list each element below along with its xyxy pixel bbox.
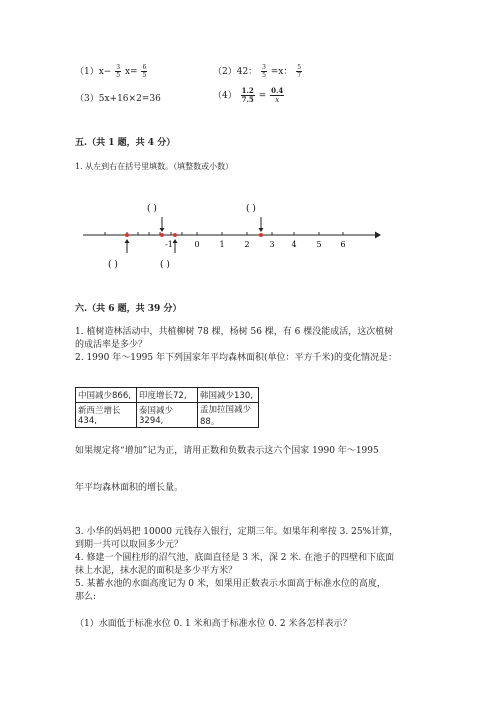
answer-blank-top-right: ( ) [246, 204, 256, 214]
forest-area-table [75, 387, 259, 428]
section-6-q4-line1: 4. 修建一个圆柱形的沼气池，底面直径是 3 米，深 2 米. 在池子的四壁和下底面 [75, 553, 395, 563]
equation-1: （1）x− $\frac{3}{5}$ x= $\frac{6}{5}$ [75, 64, 147, 79]
table-cell: 印度增长72, [137, 388, 198, 403]
tick-label-6: 6 [340, 240, 346, 249]
table-cell: 泰国减少3294, [137, 403, 198, 428]
point-marker [125, 233, 129, 237]
tick-label-minus1: -1 [165, 240, 173, 249]
section-6-q2: 2. 1990 年～1995 年下列国家年平均森林面积(单位：平方千米)的变化情况是： [75, 353, 398, 363]
tick-label-3: 3 [269, 240, 275, 249]
section-6-q4-line2: 抹上水泥，抹水泥的面积是多少平方米？ [75, 566, 238, 576]
arrow-right-icon [375, 232, 381, 239]
table-cell: 孟加拉国减少88。 [198, 403, 259, 428]
section-6-q3-line2: 到期一共可以取回多少元？ [75, 540, 184, 550]
section-6-q2-note-line2: 年平均森林面积的增长量。 [75, 483, 184, 493]
table-cell: 中国减少866, [76, 388, 137, 403]
section-5-question-1: 1. 从左到右在括号里填数。（填整数或小数） [75, 162, 234, 171]
table-cell: 新西兰增长434, [76, 403, 137, 428]
section-6-q5-sub1: （1）水面低于标准水位 0. 1 米和高于标准水位 0. 2 米各怎样表示？ [75, 619, 352, 629]
table-cell: 韩国减少130, [198, 388, 259, 403]
answer-blank-bottom-right: ( ) [160, 260, 170, 270]
table-row [76, 403, 259, 428]
equation-2: （2）42： $\frac{3}{5}$ =x： $\frac{5}{7}$ [213, 64, 302, 79]
point-marker [259, 233, 263, 237]
answer-blank-top-left: ( ) [147, 204, 157, 214]
tick-label-0: 0 [194, 240, 200, 249]
equation-3: （3）5x+16×2=36 [75, 94, 161, 104]
tick-label-4: 4 [291, 240, 297, 249]
section-6-title: 六.（共 6 题，共 39 分） [75, 304, 182, 314]
point-marker [173, 233, 177, 237]
section-6-q2-note-line1: 如果规定将“增加”记为正，请用正数和负数表示这六个国家 1990 年～1995 [75, 446, 379, 456]
equation-4: （4） $\frac{1.2}{7.5}$ = $\frac{0.4}{x}$ [213, 86, 284, 104]
section-5-title: 五.（共 1 题，共 4 分） [75, 138, 176, 148]
section-6-q5-line2: 那么: [75, 592, 97, 602]
section-6-q1-line1: 1. 植树造林活动中，共植柳树 78 棵，杨树 56 棵，有 6 棵没能成活，这次植树 [75, 327, 394, 337]
section-6-q3-line1: 3. 小华的妈妈把 10000 元钱存入银行，定期三年。如果年利率按 3. 25%计算， [75, 527, 399, 537]
point-marker [160, 233, 164, 237]
tick-label-2: 2 [244, 240, 250, 249]
number-line [75, 195, 385, 275]
tick-label-5: 5 [316, 240, 322, 249]
section-6-q5-line1: 5. 某蓄水池的水面高度记为 0 米，如果用正数表示水面高于标准水位的高度， [75, 579, 386, 589]
tick-label-1: 1 [219, 240, 225, 249]
section-6-q1-line2: 的成活率是多少？ [75, 340, 148, 350]
answer-blank-bottom-left: ( ) [108, 260, 118, 270]
table-row [76, 388, 259, 403]
